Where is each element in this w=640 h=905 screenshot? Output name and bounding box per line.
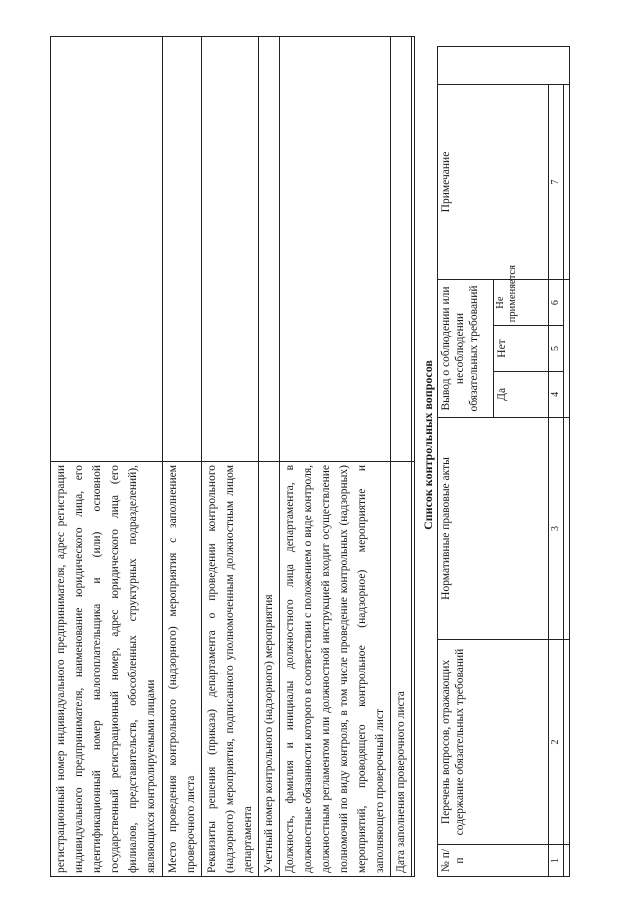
col-number-4: 4 [549, 371, 563, 417]
list-title: Список контрольных вопросов [421, 360, 435, 530]
col-number-2: 2 [549, 640, 564, 845]
header-questions: Перечень вопросов, отражающих содержание обязательных требований [438, 640, 549, 845]
col-number-5: 5 [549, 326, 563, 372]
header-acts: Нормативные правовые акты [438, 418, 549, 640]
conclusion-subheaders [494, 265, 549, 418]
header-yes: Да [494, 371, 548, 417]
info-row-official: Должность, фамилия и инициалы должностного лица департамента, в должностные обязанности которого в соответствии с положением о виде контроля, должностным регламентом или должностной инструкцией входит осуществление полномочий по виду контроля, в том числе проведение контрольных (надзорных) мероприятий, проводящего контрольное (надзорное) мероприятие и заполняющего проверочный лист [280, 462, 391, 877]
col-number-1: 1 [549, 845, 564, 877]
info-row-entity: регистрационный номер индивидуального предпринимателя, адрес регистрации индивидуального предпринимателя, наименование юридического лица, его идентификационный номер налогоплательщика и (или) основной государственный регистрационный номер, адрес юридического лица (его филиалов, представительств, обособленных структурных подразделений), являющихся контролируемыми лицами [51, 462, 163, 877]
info-row-fill-date: Дата заполнения проверочного листа [391, 462, 412, 877]
col-number-3: 3 [549, 418, 564, 640]
info-value-decision [202, 37, 259, 462]
bottom-edge-5 [564, 85, 570, 280]
header-note: Примечание [438, 85, 549, 280]
header-conclusion: Вывод о соблюдении или несоблюдении обязательных требований [438, 280, 494, 418]
info-bottom-edge-value [412, 37, 415, 462]
info-value-account-number [259, 37, 280, 462]
bottom-edge-2 [564, 640, 570, 845]
col-number-6: 6 [550, 300, 561, 306]
bottom-edge-1 [564, 845, 570, 877]
info-bottom-edge [412, 462, 415, 877]
bottom-edge-4 [564, 280, 570, 418]
info-row-decision: Реквизиты решения (приказа) департамента о проведении контрольного (надзорного) мероприятия, подписанного уполномоченным должностным лицом департамента [202, 462, 259, 877]
bottom-edge-3 [564, 418, 570, 640]
controls-table [437, 47, 567, 877]
info-value-fill-date [391, 37, 412, 462]
info-value-official [280, 37, 391, 462]
info-value-entity [51, 37, 163, 462]
info-row-account-number: Учетный номер контрольного (надзорного) мероприятия [259, 462, 280, 877]
info-row-place: Место проведения контрольного (надзорного) мероприятия с заполнением проверочного листа [163, 462, 202, 877]
header-no: Нет [494, 326, 548, 372]
header-num: № п/п [438, 845, 549, 877]
info-table [50, 37, 405, 877]
col-numbers-conclusion [549, 280, 564, 418]
info-value-place [163, 37, 202, 462]
table-margin [438, 47, 570, 85]
col-number-7: 7 [549, 85, 564, 280]
header-na: Не применяется [495, 265, 518, 323]
